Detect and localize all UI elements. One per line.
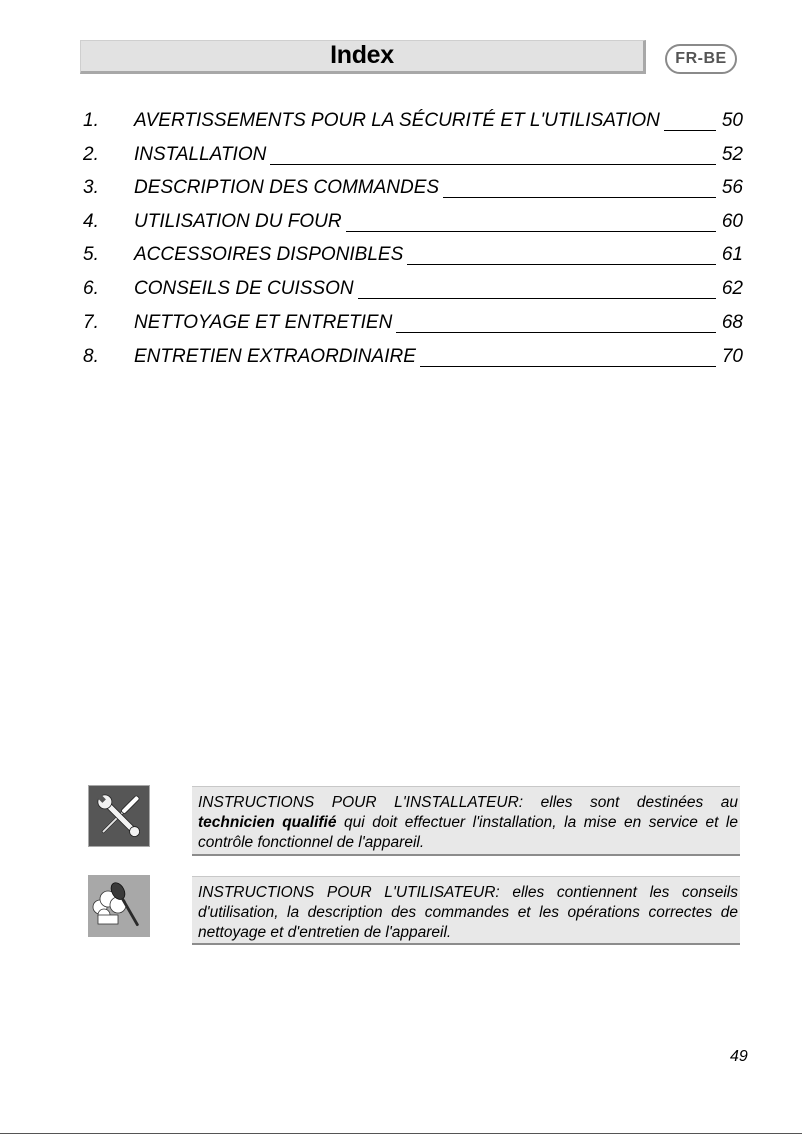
user-instructions — [192, 876, 740, 945]
toc-leader — [407, 263, 716, 265]
toc-row[interactable] — [83, 177, 743, 203]
toc-title: INSTALLATION — [134, 144, 267, 165]
toc-title: UTILISATION DU FOUR — [134, 211, 342, 232]
toc-page: 61 — [721, 244, 743, 265]
toc-title: NETTOYAGE ET ENTRETIEN — [134, 312, 393, 333]
installer-instructions — [192, 786, 740, 856]
toc-leader — [396, 331, 716, 333]
toc-row[interactable] — [83, 278, 743, 304]
toc-leader — [420, 365, 716, 367]
toc-number: 4. — [83, 211, 99, 232]
toc-number: 2. — [83, 144, 99, 165]
toc-row[interactable] — [83, 244, 743, 270]
tools-icon — [88, 785, 150, 847]
toc-title: CONSEILS DE CUISSON — [134, 278, 354, 299]
toc-number: 5. — [83, 244, 99, 265]
toc-page: 56 — [721, 177, 743, 198]
toc-row[interactable] — [83, 312, 743, 338]
toc-title: DESCRIPTION DES COMMANDES — [134, 177, 440, 198]
toc-row[interactable] — [83, 211, 743, 237]
bottom-rule — [0, 1133, 802, 1134]
page-title: Index — [330, 41, 394, 69]
user-text: INSTRUCTIONS POUR L'UTILISATEUR: elles contiennent les conseils d'utilisation, la description des commandes et les opérations correctes de nettoyage et d'entretien de l'appareil. — [198, 884, 738, 941]
toc-title: AVERTISSEMENTS POUR LA SÉCURITÉ ET L'UTILISATION — [134, 110, 660, 131]
toc-row[interactable] — [83, 144, 743, 170]
installer-text-rest: qui doit effectuer l'installation, la mise en service et le contrôle fonctionnel de l'appareil. — [198, 814, 738, 851]
toc-page: 70 — [721, 346, 743, 367]
installer-text-lead: INSTRUCTIONS POUR L'INSTALLATEUR: elles sont destinées au — [198, 794, 738, 811]
installer-text-bold: technicien qualifié — [198, 814, 337, 831]
toc-page: 50 — [721, 110, 743, 131]
toc-row[interactable] — [83, 110, 743, 136]
toc-number: 6. — [83, 278, 99, 299]
language-badge: FR-BE — [665, 44, 737, 74]
toc-leader — [358, 297, 716, 299]
toc-title: ACCESSOIRES DISPONIBLES — [134, 244, 404, 265]
toc-number: 1. — [83, 110, 99, 131]
toc-page: 62 — [721, 278, 743, 299]
toc-leader — [443, 196, 716, 198]
toc-number: 7. — [83, 312, 99, 333]
toc-page: 68 — [721, 312, 743, 333]
toc-leader — [270, 163, 716, 165]
header-bar — [80, 40, 646, 74]
page-number: 49 — [730, 1048, 748, 1065]
toc-row[interactable] — [83, 346, 743, 372]
toc-number: 8. — [83, 346, 99, 367]
toc-page: 52 — [721, 144, 743, 165]
toc-leader — [664, 129, 716, 131]
toc-leader — [346, 230, 716, 232]
toc-page: 60 — [721, 211, 743, 232]
toc-title: ENTRETIEN EXTRAORDINAIRE — [134, 346, 416, 367]
chef-spoon-icon — [88, 875, 150, 937]
toc-number: 3. — [83, 177, 99, 198]
